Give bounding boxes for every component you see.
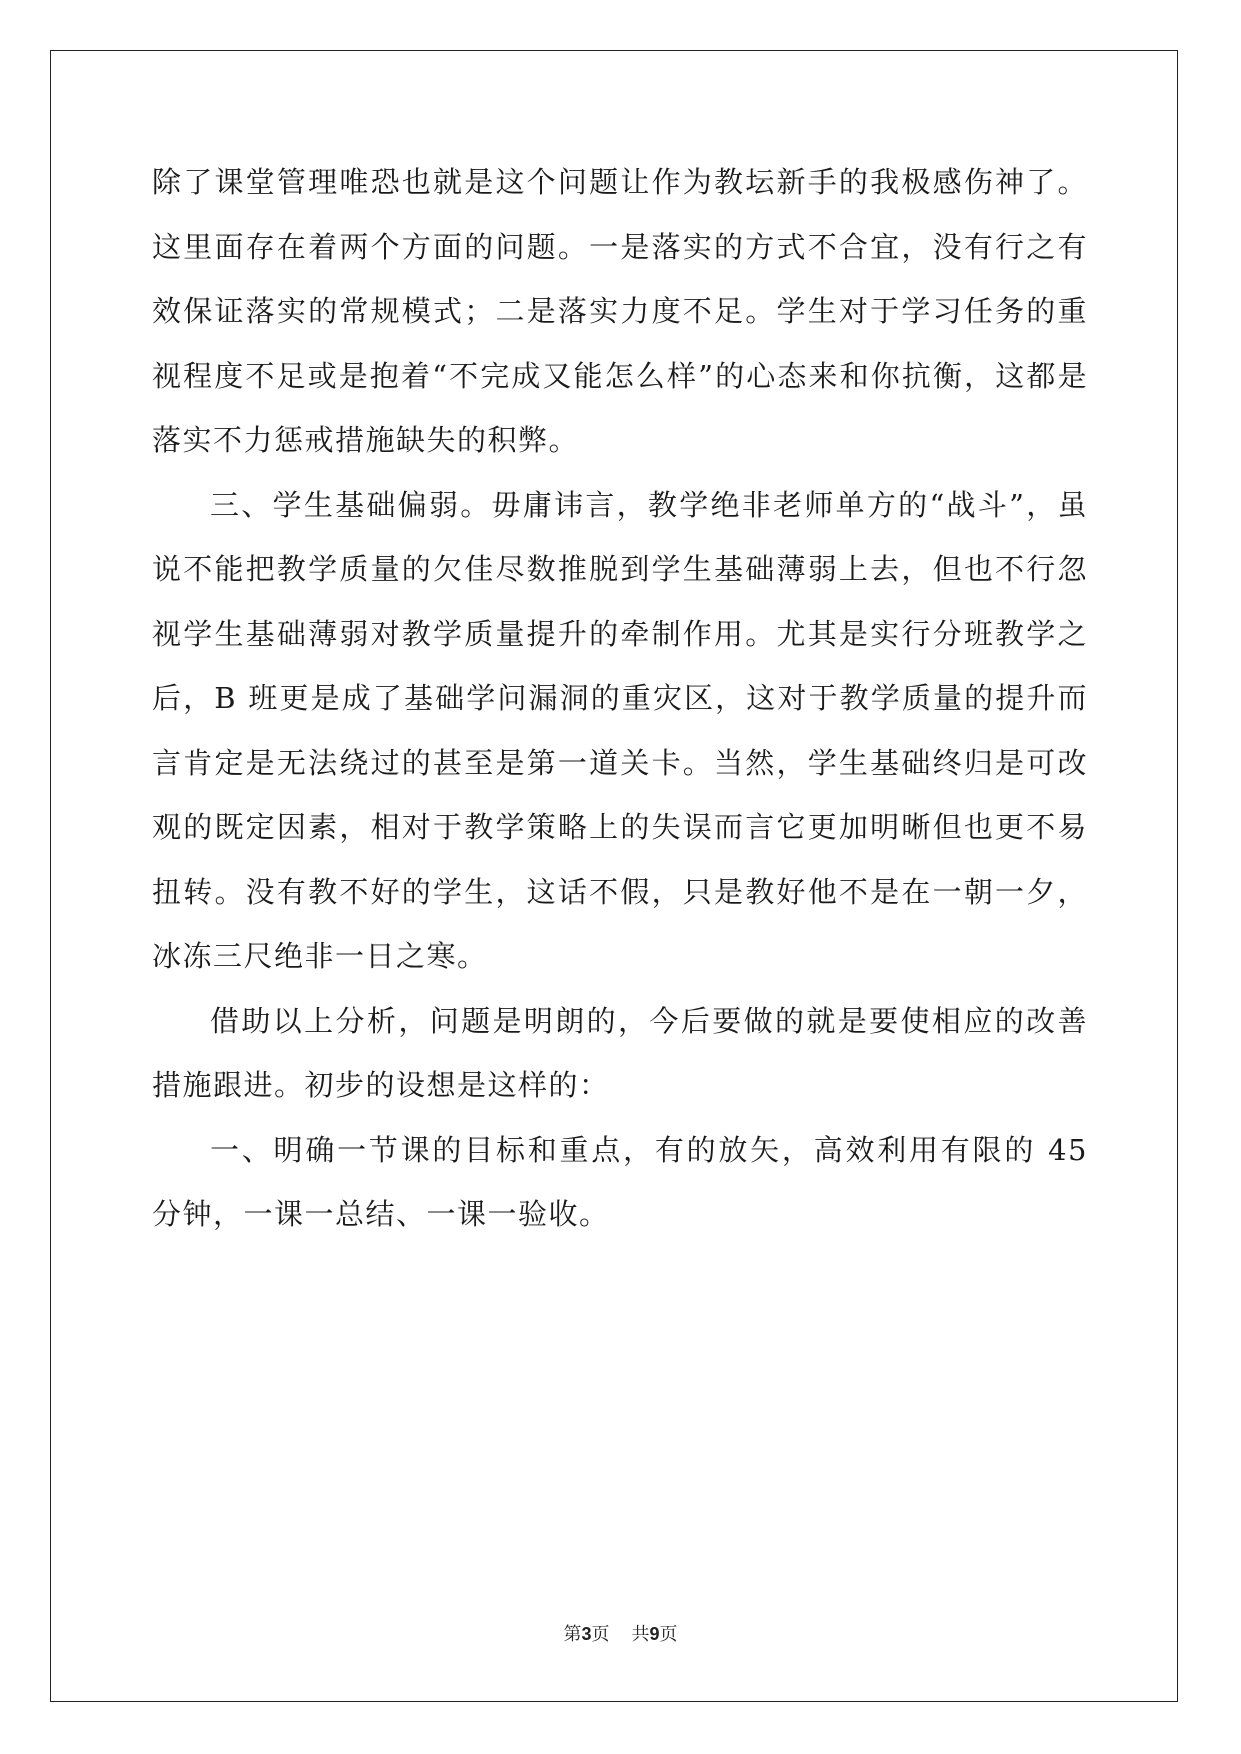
paragraph-1: 除了课堂管理唯恐也就是这个问题让作为教坛新手的我极感伤神了。这里面存在着两个方面的问题。一是落实的方式不合宜，没有行之有效保证落实的常规模式；二是落实力度不足。学生对于学习任务的重视程度不足或是抱着“不完成又能怎么样”的心态来和你抗衡，这都是落实不力惩戒措施缺失的积弊。	[152, 165, 1088, 457]
total-page-number: 9	[649, 1624, 660, 1644]
document-body	[152, 150, 1099, 1247]
page-suffix: 页	[591, 1624, 610, 1645]
page-prefix: 第	[563, 1624, 582, 1645]
total-suffix: 页	[659, 1624, 678, 1645]
paragraph-3: 借助以上分析，问题是明朗的，今后要做的就是要使相应的改善措施跟进。初步的设想是这样的：	[152, 1003, 1088, 1102]
total-prefix: 共	[631, 1624, 650, 1645]
page-footer	[0, 1620, 1241, 1646]
current-page-number: 3	[581, 1624, 592, 1644]
paragraph-4: 一、明确一节课的目标和重点，有的放矢，高效利用有限的 45 分钟，一课一总结、一课一验收。	[152, 1132, 1099, 1231]
paragraph-2: 三、学生基础偏弱。毋庸讳言，教学绝非老师单方的“战斗”，虽说不能把教学质量的欠佳尽数推脱到学生基础薄弱上去，但也不行忽视学生基础薄弱对教学质量提升的牵制作用。尤其是实行分班教学之后，B 班更是成了基础学问漏洞的重灾区，这对于教学质量的提升而言肯定是无法绕过的甚至是第一道关卡。当然，学生基础终归是可改观的既定因素，相对于教学策略上的失误而言它更加明晰但也更不易扭转。没有教不好的学生，这话不假，只是教好他不是在一朝一夕，冰冻三尺绝非一日之寒。	[152, 487, 1088, 973]
